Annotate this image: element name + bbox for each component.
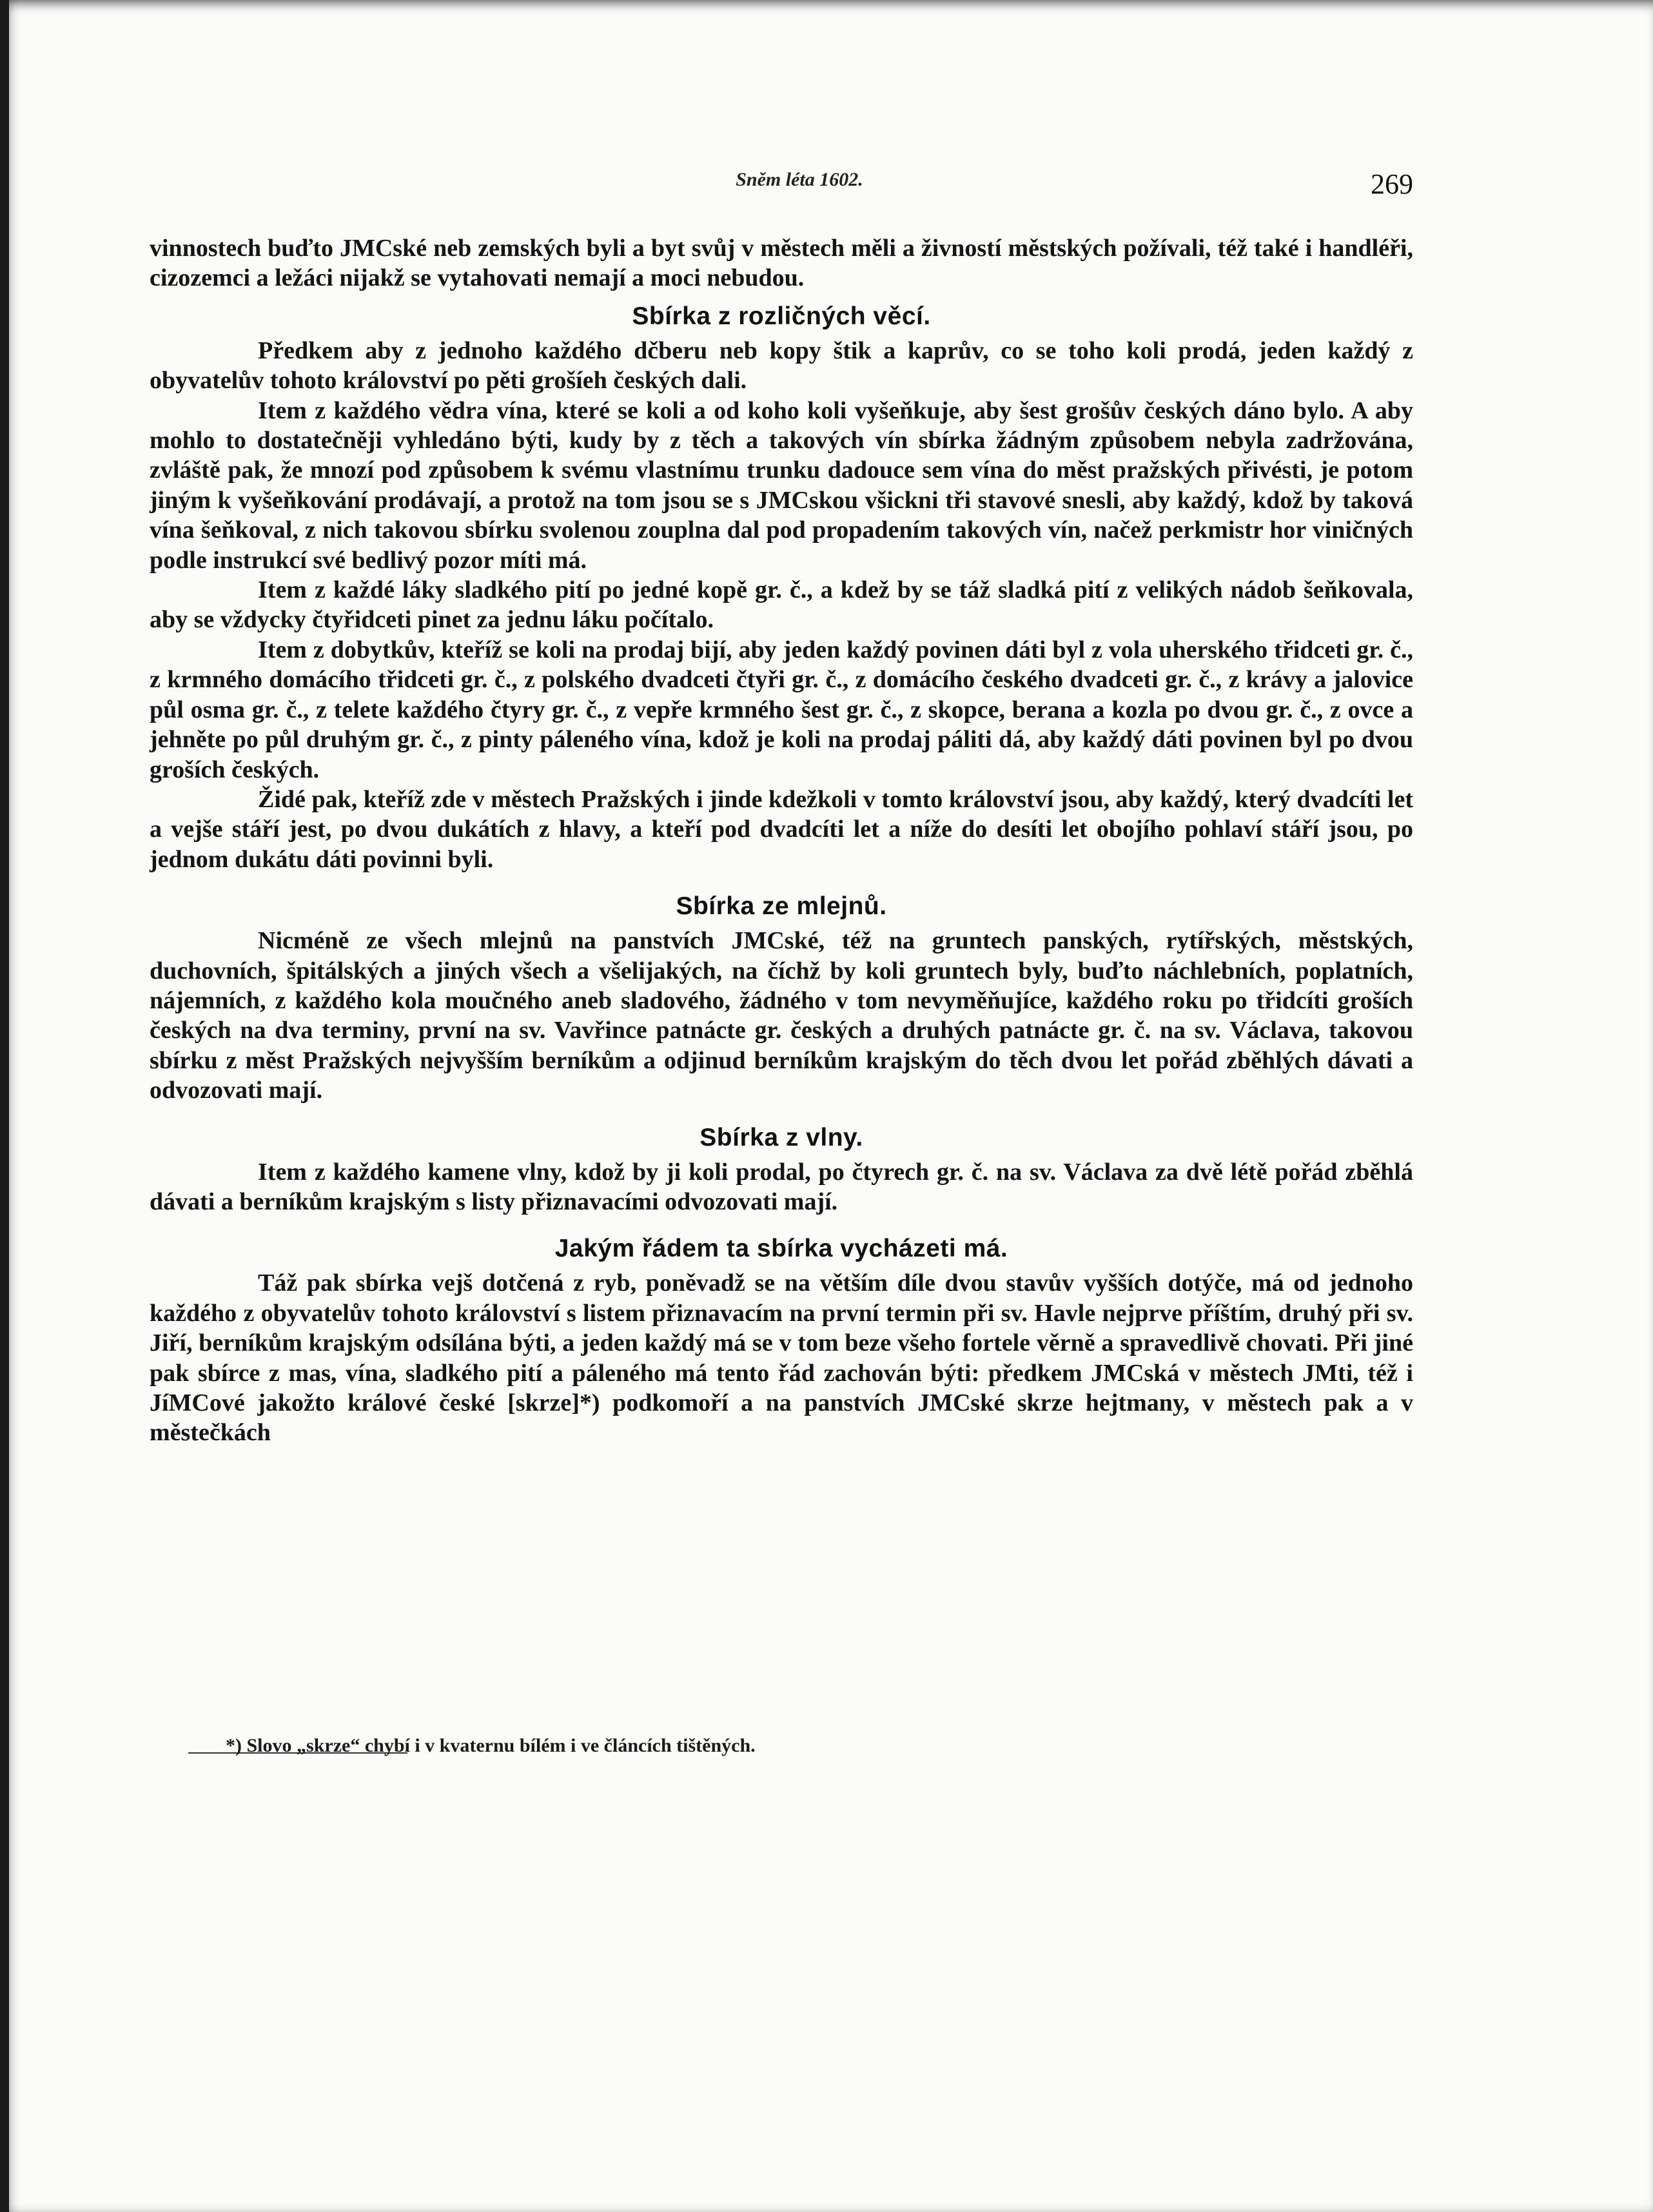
footnote-text: Slovo „skrze“ chybí i v kvaternu bílém i ve článcích tištěných.	[246, 1735, 756, 1756]
running-head: Sněm léta 1602.	[736, 169, 863, 190]
paragraph: Nicméně ze všech mlejnů na panstvích JMCské, též na gruntech panských, rytířských, městských, duchovních, špitálských a jiných všech a všelijakých, na číchž by koli gruntech byly, buďto náchlebních, poplatních, nájemních, z každého kola moučného aneb sladového, žádného v tom nevyměňujíce, každého roku po třidcíti groších českých na dva terminy, první na sv. Vavřince patnácte gr. českých a druhých patnácte gr. č. na sv. Václava, takovou sbírku z měst Pražských nejvyšším berníkům a odjinud berníkům krajským do těch dvou let pořád zběhlých dávati a odvozovati mají.	[150, 927, 1413, 1104]
paragraph: Item z každé láky sladkého pití po jedné kopě gr. č., a kdež by se táž sladká pití z velikých nádob šeňkovala, aby se vždycky čtyřidceti pinet za jednu láku počítalo.	[150, 576, 1413, 634]
section-heading-mills: Sbírka ze mlejnů.	[676, 892, 887, 921]
footnote	[226, 1733, 1322, 1759]
section-heading-various: Sbírka z rozličných věcí.	[632, 302, 931, 330]
section-heading-order: Jakým řádem ta sbírka vycházeti má.	[554, 1235, 1008, 1263]
page-binding-edge	[0, 0, 9, 2212]
paragraph-intro: vinnostech buďto JMCské neb zemských byli a byt svůj v městech měli a živností městských požívali, též také i handléři, cizozemci a ležáci nijakž se vytahovati nemají a moci nebudou.	[150, 235, 1413, 292]
main-text	[150, 233, 1413, 1448]
page-number: 269	[1371, 168, 1413, 200]
paragraph: Židé pak, kteříž zde v městech Pražských i jinde kdežkoli v tomto království jsou, aby každý, který dvadcíti let a vejše stáří jest, po dvou dukátích z hlavy, a kteří pod dvadcíti let a níže do desíti let obojího pohlaví stáří jsou, po jednom dukátu dáti povinni byli.	[150, 785, 1413, 873]
paragraph: Předkem aby z jednoho každého dčberu neb kopy štik a kaprův, co se toho koli prodá, jeden každý z obyvatelův tohoto království po pěti grošíeh českých dali.	[150, 337, 1413, 395]
paragraph: Item z každého vědra vína, které se koli a od koho koli vyšeňkuje, aby šest grošův českých dáno bylo. A aby mohlo to dostatečněji vyhledáno býti, kudy by z těch a takových vín sbírka žádným způsobem nebyla zadržována, zvláště pak, že mnozí pod způsobem k svému vlastnímu trunku dadouce sem vína do měst pražských přivésti, je potom jiným k vyšeňkování prodávají, a protož na tom jsou se s JMCskou všickni tři stavové snesli, aby každý, kdož by taková vína šeňkoval, z nich takovou sbírku svolenou zouplna dal pod propadením takových vín, načež perkmistr hor viničných podle instrukcí své bedlivý pozor míti má.	[150, 396, 1413, 574]
paragraph: Item z každého kamene vlny, kdož by ji koli prodal, po čtyrech gr. č. na sv. Václava za dvě létě pořád zběhlá dávati a berníkům krajským s listy přiznavacími odvozovati mají.	[150, 1158, 1413, 1215]
paragraph: Item z dobytkův, kteříž se koli na prodaj bijí, aby jeden každý povinen dáti byl z vola uherského třidceti gr. č., z krmného domácího třidceti gr. č., z polského dvadceti čtyři gr. č., z domácího českého dvadceti gr. č., z krávy a jalovice půl osma gr. č., z telete každého čtyry gr. č., z vepře krmného šest gr. č., z skopce, berana a kozla po dvou gr. č., z ovce a jehněte po půl druhým gr. č., z pinty páleného vína, kdož je koli na prodaj páliti dá, aby každý dáti povinen byl po dvou groších českých.	[150, 636, 1413, 783]
paragraph: Táž pak sbírka vejš dotčená z ryb, poněvadž se na větším díle dvou stavův vyšších dotýče, má od jednoho každého z obyvatelův tohoto království s listem přiznavacím na první termin při sv. Havle nejprve příštím, druhý při sv. Jiří, berníkům krajským odsílána býti, a jeden každý má se v tom beze všeho fortele věrně a spravedlivě chovati. Při jiné pak sbírce z mas, vína, sladkého pití a páleného má tento řád zachován býti: předkem JMCská v městech JMti, též i JíMCové jakožto králové české [skrze]*) podkomoří a na panstvích JMCské skrze hejtmany, v městech pak a v městečkách	[150, 1269, 1413, 1447]
section-heading-wool: Sbírka z vlny.	[699, 1123, 863, 1151]
footnote-marker: *)	[226, 1735, 242, 1756]
